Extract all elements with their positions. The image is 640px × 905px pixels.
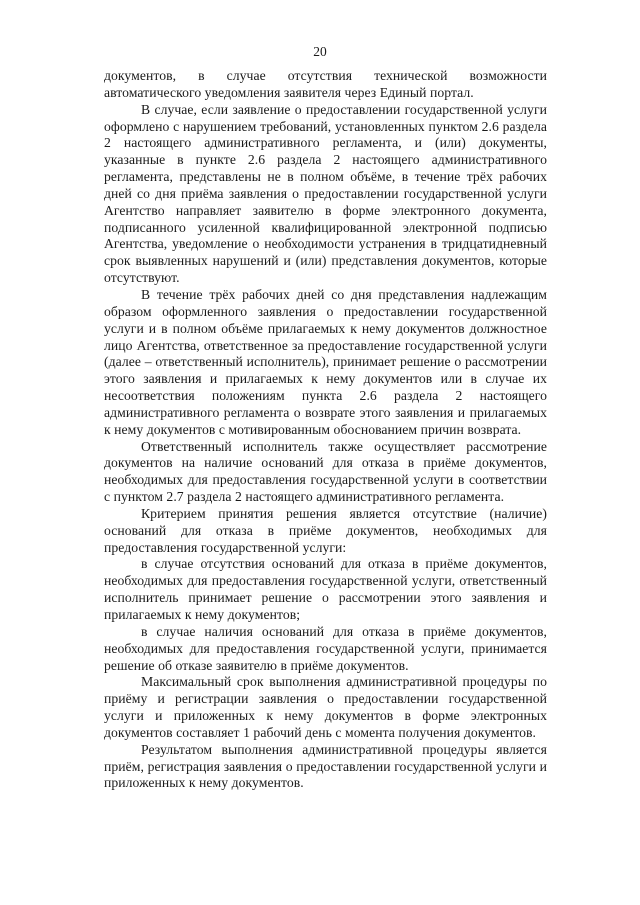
paragraph-decision-criterion: Критерием принятия решения является отсутствие (наличие) оснований для отказа в приёме документов, необходимых для предоставления государственной услуги: <box>104 505 547 555</box>
paragraph-continuation: документов, в случае отсутствия технической возможности автоматического уведомления заявителя через Единый портал. <box>104 68 547 100</box>
paragraph-review-decision: В течение трёх рабочих дней со дня представления надлежащим образом оформленного заявления о предоставлении государственной услуги и в полном объёме прилагаемых к нему документов должностное лицо Агентства, ответственное за предоставление государственной услуги (далее – ответственный исполнитель), принимает решение о рассмотрении этого заявления и прилагаемых к нему документов или в случае их несоответствия положениям пункта 2.6 раздела 2 настоящего административного регламента о возврате этого заявления и прилагаемых к нему документов с мотивированным обоснованием причин возврата. <box>104 286 547 437</box>
paragraph-procedure-result: Результатом выполнения административной процедуры является приём, регистрация заявления о предоставлении государственной услуги и приложенных к нему документов. <box>104 741 547 791</box>
document-body <box>104 68 547 792</box>
paragraph-grounds-review: Ответственный исполнитель также осуществляет рассмотрение документов на наличие оснований для отказа в приёме документов, необходимых для предоставления государственной услуги в соответствии с пунктом 2.7 раздела 2 настоящего административного регламента. <box>104 438 547 505</box>
paragraph-grounds-present-case: в случае наличия оснований для отказа в приёме документов, необходимых для предоставления государственной услуги, принимается решение об отказе заявителю в приёме документов. <box>104 623 547 673</box>
paragraph-no-grounds-case: в случае отсутствия оснований для отказа в приёме документов, необходимых для предоставления государственной услуги, ответственный исполнитель принимает решение о рассмотрении этого заявления и прилагаемых к нему документов; <box>104 556 547 622</box>
paragraph-incomplete-application: В случае, если заявление о предоставлении государственной услуги оформлено с нарушением требований, установленных пунктом 2.6 раздела 2 настоящего административного регламента, и (или) документы, указанные в пункте 2.6 раздела 2 настоящего административного регламента, представлены не в полном объёме, в течение трёх рабочих дней со дня приёма заявления о предоставлении государственной услуги Агентство направляет заявителю в форме электронного документа, подписанного усиленной квалифицированной электронной подписью Агентства, уведомление о необходимости устранения в тридцатидневный срок выявленных нарушений и (или) представления документов, которые отсутствуют. <box>104 101 547 286</box>
paragraph-maximum-term: Максимальный срок выполнения административной процедуры по приёму и регистрации заявления о предоставлении государственной услуги и приложенных к нему документов в форме электронных документов составляет 1 рабочий день с момента получения документов. <box>104 674 547 740</box>
page-number: 20 <box>313 44 327 59</box>
